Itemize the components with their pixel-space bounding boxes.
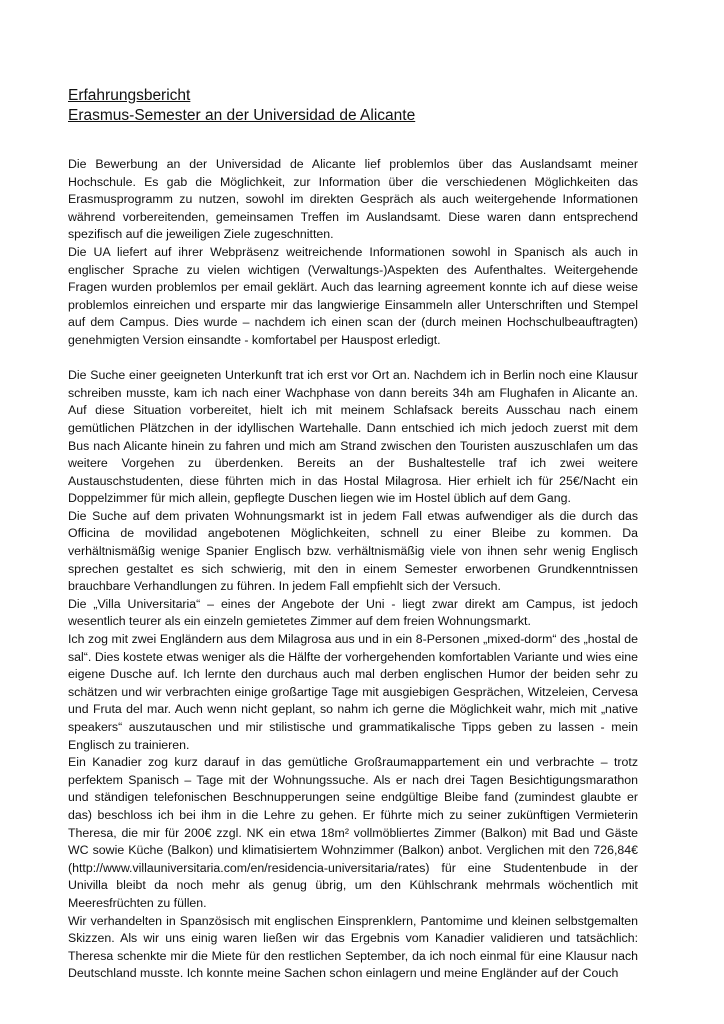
paragraph-negotiation: Wir verhandelten in Spanzösisch mit englischen Einsprenklern, Pantomime und kleinen selbstgemalten Skizzen. Als wir uns einig waren ließen wir das Ergebnis vom Kanadier validieren und tatsächlich: Theresa schenkte mir die Miete für den restlichen September, da ich noch einmal für eine Klausur nach Deutschland musste. Ich konnte meine Sachen schon einlagern und meine Engländer auf der Couch: [68, 913, 638, 981]
paragraph-hostal-de-sal: Ich zog mit zwei Engländern aus dem Milagrosa aus und in ein 8-Personen „mixed-dorm“ des „hostal de sal“. Dies kostete etwas weniger als die Hälfte der vorhergehenden komfortablen Variante und wies eine eigene Dusche auf. Ich lernte den durchaus auch mal derben englischen Humor der beiden sehr zu schätzen und wir verbrachten einige großartige Tage mit ausgiebigen Gesprächen, Witzeleien, Cervesa und Fruta del mar. Auch wenn nicht geplant, so nahm ich gerne die Möglichkeit wahr, mich mit „native speakers“ auszutauschen und mir stilistische und grammatikalische Tipps geben zu lassen - mein Englisch zu trainieren.: [68, 632, 638, 752]
paragraph-villa-universitaria: Die „Villa Universitaria“ – eines der Angebote der Uni - liegt zwar direkt am Campus, ist jedoch wesentlich teurer als ein einzeln gemietetes Zimmer auf dem freien Wohnungsmarkt.: [68, 596, 638, 629]
paragraph-application: Die Bewerbung an der Universidad de Alicante lief problemlos über das Auslandsamt meiner Hochschule. Es gab die Möglichkeit, zur Information über die verschiedenen Möglichkeiten das Erasmusprogramm zu nutzen, sowohl im direkten Gespräch als auch weitergehende Informationen während vorbereitenden, gemeinsamen Treffen im Auslandsamt. Diese waren dann entsprechend spezifisch auf die jeweiligen Ziele zugeschnitten.: [68, 157, 638, 242]
title-line-2: Erasmus-Semester an der Universidad de Alicante: [68, 107, 416, 124]
paragraph-housing-market: Die Suche auf dem privaten Wohnungsmarkt ist in jedem Fall etwas aufwendiger als die durch das Officina de movilidad angebotenen Möglichkeiten, schnell zu einer Bleibe zu kommen. Da verhältnismäßig wenige Spanier Englisch bzw. verhältnismäßig viele von ihnen sehr wenig Englisch sprechen gestaltet es sich schwierig, mit den in einem Semester erworbenen Grundkenntnissen brauchbare Verhandlungen zu führen. In jedem Fall empfiehlt sich der Versuch.: [68, 508, 638, 594]
paragraph-accommodation-search: Die Suche einer geeigneten Unterkunft trat ich erst vor Ort an. Nachdem ich in Berlin noch eine Klausur schreiben musste, kam ich nach einer Wachphase von dann bereits 34h am Flughafen in Alicante an. Auf diese Situation vorbereitet, hielt ich mit meinem Schlafsack bereits Ausschau nach einem gemütlichen Plätzchen in der idyllischen Wartehalle. Dann entschied ich mich jedoch zuerst mit dem Bus nach Alicante hinein zu fahren und mich am Strand zwischen den Touristen auszuschlafen um das weitere Vorgehen zu überdenken. Bereits an der Bushaltestelle traf ich zwei weitere Austauschstudenten, diese führten mich in das Hostal Milagrosa. Hier erhielt ich für 25€/Nacht ein Doppelzimmer für mich allein, gepflegte Duschen liegen wie im Hostel üblich auf dem Gang.: [68, 368, 638, 506]
document-body: [68, 156, 638, 983]
document-title: [68, 86, 648, 126]
paragraph-canadian: Ein Kanadier zog kurz darauf in das gemütliche Großraumappartement ein und verbrachte – trotz perfektem Spanisch – Tage mit der Wohnungssuche. Als er nach drei Tagen Besichtigungsmarathon und ständigen telefonischen Beschnupperungen seine endgültige Bleibe fand (zumindest glaubte er das) beschloss ich bei ihm in die Lehre zu gehen. Er führte mich zu seiner zukünftigen Vermieterin Theresa, die mir für 200€ zzgl. NK ein etwa 18m² vollmöbliertes Zimmer (Balkon) mit Bad und Gäste WC sowie Küche (Balkon) und klimatisiertem Wohnzimmer (Balkon) anbot. Verglichen mit den 726,84€ (http://www.villauniversitaria.com/en/residencia-universitaria/rates) für eine Studentenbude in der Univilla bleibt da noch mehr als genug übrig, um den Kühlschrank mehrmals wöchentlich mit Meeresfrüchten zu füllen.: [68, 755, 638, 910]
paragraph-webpresence: Die UA liefert auf ihrer Webpräsenz weitreichende Informationen sowohl in Spanisch als auch in englischer Sprache zu vielen wichtigen (Verwaltungs-)Aspekten des Aufenthaltes. Weitergehende Fragen wurden problemlos per email geklärt. Auch das learning agreement konnte ich auf diese weise problemlos einreichen und ersparte mir das langwierige Einsammeln aller Unterschriften und Stempel auf dem Campus. Dies wurde – nachdem ich einen scan der (durch meinen Hochschulbeauftragten) genehmigten Version einsandte - komfortabel per Hauspost erledigt.: [68, 244, 638, 347]
title-line-1: Erfahrungsbericht: [68, 87, 191, 104]
